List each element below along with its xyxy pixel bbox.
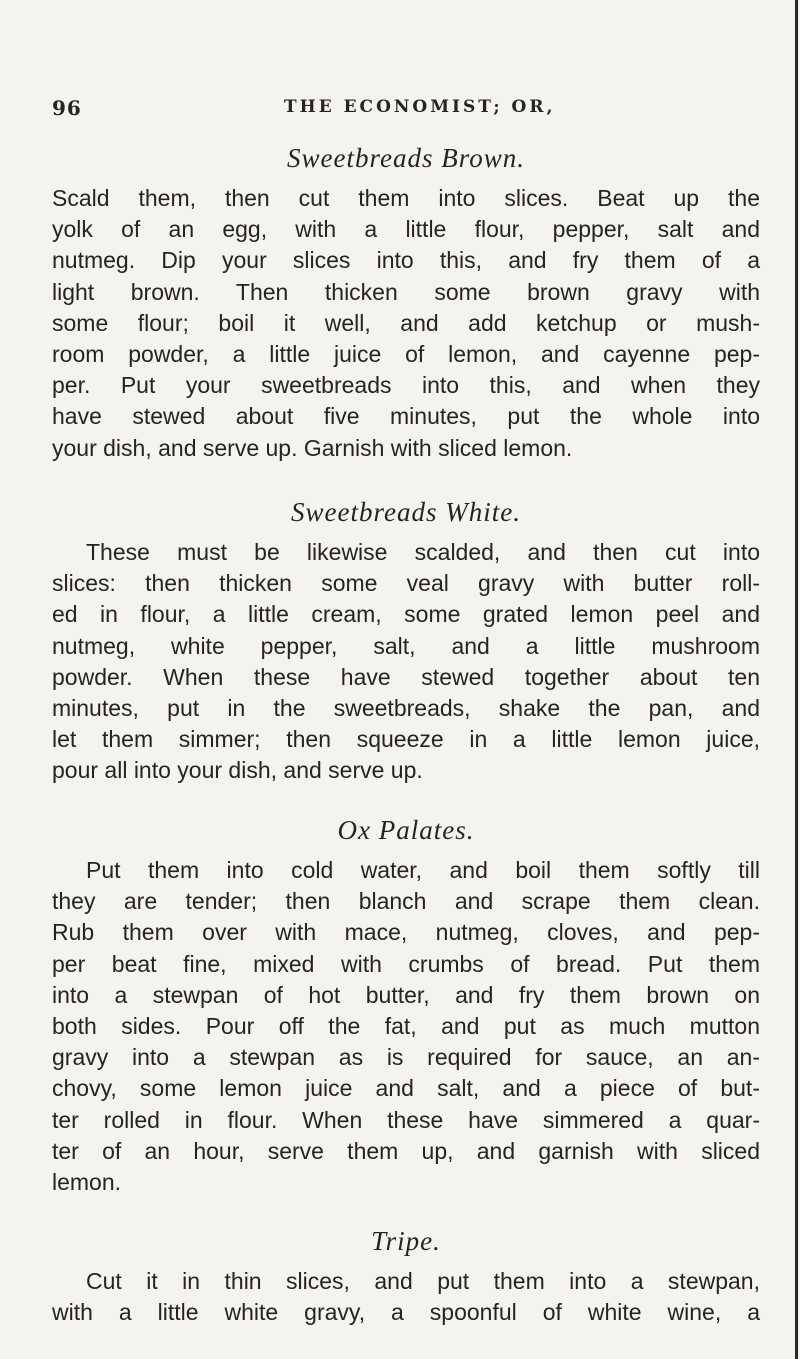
recipe-sweetbreads-brown — [52, 143, 760, 464]
page-edge-border — [795, 0, 798, 1359]
text-line: minutes, put in the sweetbreads, shake the pan, and — [52, 695, 760, 722]
recipe-sweetbreads-white — [52, 497, 760, 787]
text-line: Cut it in thin slices, and put them into a stewpan, — [86, 1268, 760, 1294]
recipe-title: Ox Palates. — [337, 815, 475, 845]
recipe-title: Sweetbreads Brown. — [287, 143, 525, 173]
recipe-title: Sweetbreads White. — [291, 497, 521, 527]
text-line: yolk of an egg, with a little flour, pepper, salt and — [52, 216, 760, 243]
text-line: chovy, some lemon juice and salt, and a piece of but- — [52, 1075, 760, 1102]
text-line: ter rolled in flour. When these have simmered a quar- — [52, 1106, 760, 1133]
page-number: 96 — [52, 96, 82, 120]
text-line: per. Put your sweetbreads into this, and when they — [52, 372, 760, 399]
text-line: nutmeg. Dip your slices into this, and fry them of a — [52, 247, 760, 274]
recipe-title: Tripe. — [371, 1226, 441, 1256]
text-line: Put them into cold water, and boil them softly till — [86, 857, 760, 883]
text-line: light brown. Then thicken some brown gravy with — [52, 278, 760, 305]
text-line: per beat fine, mixed with crumbs of bread. Put them — [52, 950, 760, 977]
recipe-body — [52, 183, 760, 464]
text-line: room powder, a little juice of lemon, and cayenne pep- — [52, 341, 760, 368]
running-title: THE ECONOMIST; OR, — [284, 97, 556, 117]
text-line: some flour; boil it well, and add ketchup or mush- — [52, 309, 760, 336]
text-line: with a little white gravy, a spoonful of white wine, a — [52, 1299, 760, 1326]
text-line: let them simmer; then squeeze in a little lemon juice, — [52, 726, 760, 753]
text-line: they are tender; then blanch and scrape them clean. — [52, 888, 760, 915]
text-line: pour all into your dish, and serve up. — [52, 757, 423, 784]
text-line: have stewed about five minutes, put the whole into — [52, 403, 760, 430]
text-line: ed in flour, a little cream, some grated lemon peel and — [52, 601, 760, 628]
text-line: Scald them, then cut them into slices. Beat up the — [52, 185, 760, 211]
text-line: Rub them over with mace, nutmeg, cloves, and pep- — [52, 919, 760, 946]
text-line: These must be likewise scalded, and then cut into — [86, 539, 760, 565]
text-line: your dish, and serve up. Garnish with sliced lemon. — [52, 434, 573, 461]
running-header — [52, 96, 752, 120]
recipe-body — [52, 537, 760, 787]
recipe-ox-palates — [52, 815, 760, 1198]
text-line: powder. When these have stewed together about ten — [52, 663, 760, 690]
text-line: lemon. — [52, 1169, 122, 1196]
text-line: into a stewpan of hot butter, and fry them brown on — [52, 981, 760, 1008]
text-line: both sides. Pour off the fat, and put as much mutton — [52, 1013, 760, 1040]
recipe-body — [52, 855, 760, 1198]
text-line: nutmeg, white pepper, salt, and a little mushroom — [52, 632, 760, 659]
text-line: slices: then thicken some veal gravy with butter roll- — [52, 570, 760, 597]
recipe-body — [52, 1266, 760, 1328]
recipe-tripe — [52, 1226, 760, 1328]
text-line: gravy into a stewpan as is required for sauce, an an- — [52, 1044, 760, 1071]
text-line: ter of an hour, serve them up, and garnish with sliced — [52, 1137, 760, 1164]
